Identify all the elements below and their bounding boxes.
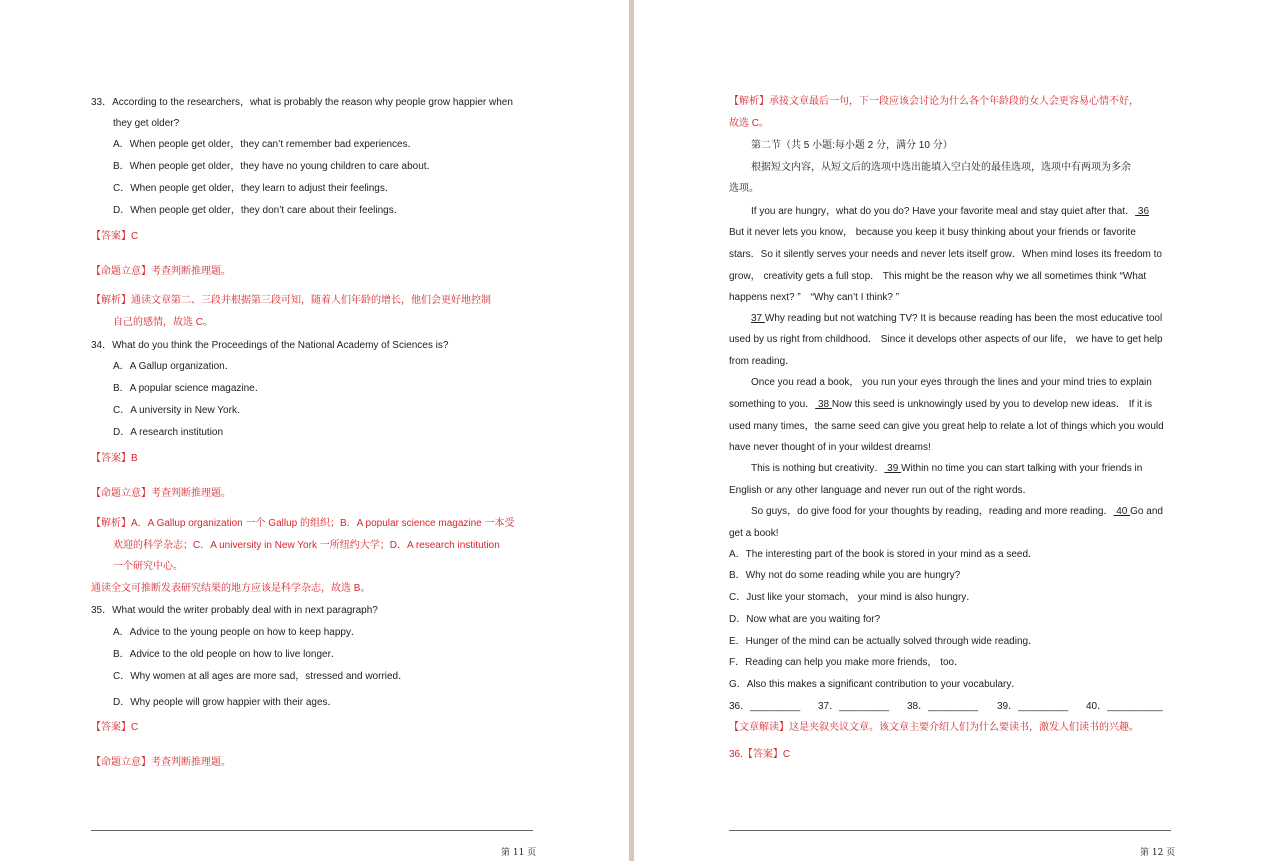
q34-intent: 【命题立意】考查判断推理题。 [91, 488, 231, 499]
q33-option-a: A．When people get older，they can’t remember bad experiences． [113, 139, 418, 150]
passage-p1-line3: stars．So it silently serves your needs and never lets itself grow．When mind loses its freedom to [729, 249, 1162, 260]
passage-p1-line1 [751, 205, 1149, 218]
option-g: G．Also this makes a significant contribution to your vocabulary． [729, 679, 1022, 690]
q34-analysis-4: 通读全文可推断发表研究结果的地方应该是科学杂志，故选 B。 [91, 583, 371, 594]
instructions: 根据短文内容，从短文后的选项中选出能填入空白处的最佳选项，选项中有两项为多余 [751, 162, 1131, 173]
q33-analysis: 【解析】通读文章第二、三段并根据第三段可知，随着人们年龄的增长，他们会更好地控制 [91, 295, 491, 306]
q34-stem: 34．What do you think the Proceedings of the National Academy of Sciences is? [91, 340, 449, 351]
blank-36: 36 [1135, 206, 1150, 217]
q34-answer: 【答案】B [91, 453, 138, 464]
blank-38: 38 [815, 399, 832, 410]
q35-option-b: B．Advice to the old people on how to live longer． [113, 649, 341, 660]
q35-analysis: 【解析】承接文章最后一句，下一段应该会讨论为什么各个年龄段的女人会更容易心情不好， [729, 96, 1139, 107]
q33-intent: 【命题立意】考查判断推理题。 [91, 266, 231, 277]
option-f: F．Reading can help you make more friends， too． [729, 657, 965, 668]
reading-note: 【文章解读】这是夹叙夹议文章。该文章主要介绍人们为什么要读书，激发人们读书的兴趣。 [729, 722, 1139, 733]
q33-analysis-cont: 自己的感情，故选 C。 [113, 317, 213, 328]
footer-divider [729, 830, 1171, 831]
page-number: 第 12 页 [1140, 848, 1176, 858]
passage-p2-line1 [751, 312, 1162, 325]
q35-analysis-cont: 故选 C。 [729, 118, 769, 129]
q34-analysis-2: 欢迎的科学杂志；C．A university in New York 一所纽约大学；D．A research institution [113, 540, 500, 551]
q34-analysis-3: 一个研究中心。 [113, 561, 183, 572]
q35-option-d: D．Why people will grow happier with their ages． [113, 697, 338, 708]
q35-stem: 35．What would the writer probably deal with in next paragraph? [91, 605, 378, 616]
passage-p1-line2: But it never lets you know， because you keep it busy thinking about your friends or favorite [729, 227, 1136, 238]
passage-text: This is nothing but creativity． [751, 463, 885, 474]
q35-intent: 【命题立意】考查判断推理题。 [91, 757, 231, 768]
page-12 [634, 0, 1263, 861]
page-number: 第 11 页 [501, 848, 537, 858]
answer-blank-36: 36．_________ [729, 701, 801, 712]
q34-option-b: B．A popular science magazine． [113, 383, 265, 394]
passage-p5-line2: get a book! [729, 528, 779, 539]
q33-stem-cont: they get older? [113, 118, 180, 129]
q34-option-a: A．A Gallup organization． [113, 361, 235, 372]
passage-p3-line4: have never thought of in your wildest dreams! [729, 442, 931, 453]
passage-p2-line3: from reading． [729, 356, 796, 367]
passage-p4-line1 [751, 462, 1142, 475]
q33-stem: 33．According to the researchers，what is probably the reason why people grow happier when [91, 97, 513, 108]
passage-text: So guys，do give food for your thoughts by reading，reading and more reading． [751, 506, 1114, 517]
option-b: B．Why not do some reading while you are hungry? [729, 570, 961, 581]
answer-blank-39: 39．_________ [997, 701, 1069, 712]
passage-text: Go and [1130, 506, 1163, 517]
passage-text: If you are hungry，what do you do? Have your favorite meal and stay quiet after that． [751, 206, 1136, 217]
q35-answer: 【答案】C [91, 722, 139, 733]
passage-p3-line3: used many times，the same seed can give you great help to relate a lot of things which you would [729, 421, 1164, 432]
q34-option-c: C．A university in New York． [113, 405, 247, 416]
passage-text: Now this seed is unknowingly used by you to develop new ideas． If it is [831, 399, 1153, 410]
passage-p5-line1 [751, 505, 1163, 518]
passage-text: Why reading but not watching TV? It is because reading has been the most educative tool [764, 313, 1163, 324]
passage-p1-line5: happens next? ” “Why can’t I think? ” [729, 292, 900, 303]
q33-option-b: B．When people get older，they have no young children to care about． [113, 161, 437, 172]
q34-option-d: D．A research institution [113, 427, 224, 438]
answer-blank-37: 37．_________ [818, 701, 890, 712]
passage-p1-line4: grow， creativity gets a full stop． This might be the reason why we all sometimes think “What [729, 271, 1147, 282]
q35-option-a: A．Advice to the young people on how to keep happy． [113, 627, 361, 638]
q33-option-d: D．When people get older，they don’t care about their feelings． [113, 205, 404, 216]
option-c: C．Just like your stomach， your mind is also hungry． [729, 592, 977, 603]
blank-40: 40 [1113, 506, 1131, 517]
passage-p3-line2 [729, 398, 1152, 411]
instructions-cont: 选项。 [729, 183, 759, 194]
answer-blank-40: 40．__________ [1086, 701, 1163, 712]
passage-text: something to you． [729, 399, 816, 410]
section-title: 第二节（共 5 小题:每小题 2 分，满分 10 分） [751, 140, 953, 151]
passage-p2-line2: used by us right from childhood． Since it develops other aspects of our life， we have to get help [729, 334, 1163, 345]
option-e: E．Hunger of the mind can be actually solved through wide reading． [729, 636, 1039, 647]
footer-divider [91, 830, 533, 831]
answer-36: 36.【答案】C [729, 749, 791, 760]
passage-p3-line1: Once you read a book， you run your eyes through the lines and your mind tries to explain [751, 377, 1152, 388]
q33-option-c: C．When people get older，they learn to adjust their feelings． [113, 183, 395, 194]
option-d: D．Now what are you waiting for? [729, 614, 881, 625]
passage-text: Within no time you can start talking with your friends in [901, 463, 1143, 474]
q33-answer: 【答案】C [91, 231, 139, 242]
answer-blank-38: 38．_________ [907, 701, 979, 712]
q35-option-c: C．Why women at all ages are more sad，stressed and worried． [113, 671, 409, 682]
option-a: A．The interesting part of the book is stored in your mind as a seed． [729, 549, 1039, 560]
passage-p4-line2: English or any other language and never run out of the right words． [729, 485, 1033, 496]
page-11 [0, 0, 629, 861]
q34-analysis: 【解析】A．A Gallup organization 一个 Gallup 的组织；B．A popular science magazine 一本受 [91, 518, 515, 529]
blank-39: 39 [884, 463, 902, 474]
blank-37: 37 [751, 313, 765, 324]
